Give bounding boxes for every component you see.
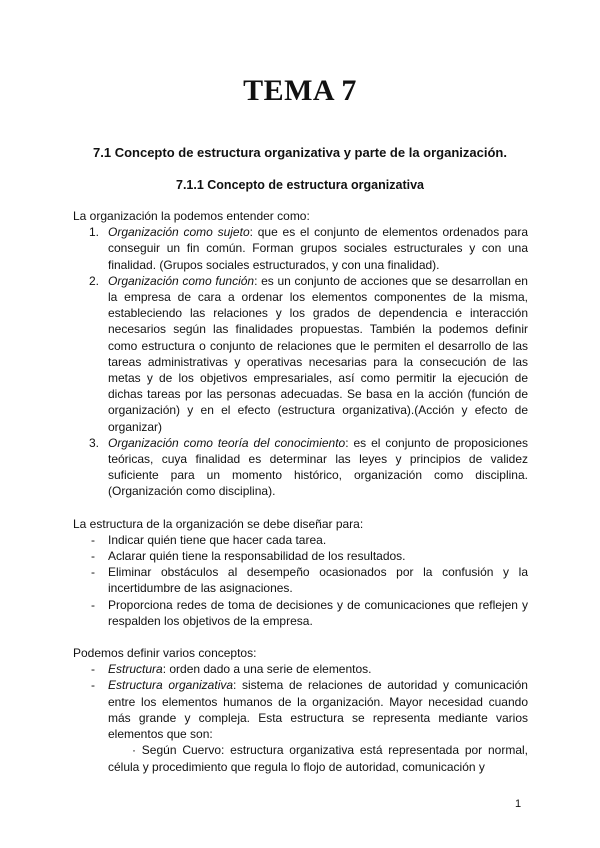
list-marker: - xyxy=(91,678,95,693)
list-item xyxy=(73,273,528,435)
structure-paragraph: La estructura de la organización se debe diseñar para: xyxy=(73,516,364,531)
list-item xyxy=(73,224,528,273)
list-marker: - xyxy=(91,662,95,677)
list-term: Organización como sujeto xyxy=(108,225,250,240)
list-text: Proporciona redes de toma de decisiones y de comunicaciones que reflejen y respalden los objetivos de la empresa. xyxy=(108,597,528,628)
document-body xyxy=(73,208,528,775)
list-item xyxy=(73,677,528,742)
list-text: Eliminar obstáculos al desempeño ocasionados por la confusión y la incertidumbre de las asignaciones. xyxy=(108,565,528,596)
list-item xyxy=(73,661,528,677)
sub-item: · Según Cuervo: estructura organizativa está representada por normal, célula y procedimiento que regula lo flojo de autoridad, comunicación y xyxy=(108,743,528,774)
list-term: Organización como teoría del conocimiento xyxy=(108,435,346,450)
list-text: : es un conjunto de acciones que se desarrollan en la empresa de cara a ordenar los elementos componentes de la misma, estableciendo las relaciones y los grados de dependencia e interacción necesarios según las finalidades propuestas. También la podemos definir como estructura o conjunto de relaciones que le permiten el desarrollo de las tareas administrativas y operativas necesarias para la consecución de las metas y de los objetivos empresariales, así como permitir la ejecución de dichas tareas por las personas adecuadas. Se basa en la acción (función de organización) y en el efecto (estructura organizativa).(Acción y efecto de organizar) xyxy=(108,273,528,434)
list-marker: - xyxy=(91,597,95,612)
list-term: Organización como función xyxy=(108,273,255,288)
page-number: 1 xyxy=(515,798,522,810)
list-text: : que es el conjunto de elementos ordenados para conseguir un fin común. Forman grupos sociales estructurales y con una finalidad. (Grupos sociales estructurados, y con una finalidad). xyxy=(108,225,528,272)
list-marker: 2. xyxy=(89,273,100,288)
list-item xyxy=(73,564,528,596)
list-text: : sistema de relaciones de autoridad y comunicación entre los elementos humanos de la organización. Mayor necesidad cuando más grande y compleja. Esta estructura se representa mediante varios elementos que son: xyxy=(108,678,528,742)
section-heading: 7.1 Concepto de estructura organizativa y parte de la organización. xyxy=(93,145,507,160)
organization-list xyxy=(73,224,528,499)
list-marker: - xyxy=(91,532,95,547)
list-text: : orden dado a una serie de elementos. xyxy=(162,662,372,677)
list-item xyxy=(73,548,528,564)
concepts-paragraph: Podemos definir varios conceptos: xyxy=(73,646,257,661)
list-term: Estructura xyxy=(108,662,163,677)
list-text: : es el conjunto de proposiciones teóricas, cuya finalidad es determinar las leyes y principios de validez suficiente para un momento histórico, organización como disciplina. (Organización como disciplina). xyxy=(108,435,528,499)
list-text: Indicar quién tiene que hacer cada tarea. xyxy=(108,532,327,547)
list-text: Aclarar quién tiene la responsabilidad de los resultados. xyxy=(108,549,406,564)
list-item xyxy=(73,597,528,629)
subsection-heading: 7.1.1 Concepto de estructura organizativa xyxy=(176,178,424,192)
list-marker: - xyxy=(91,565,95,580)
list-item xyxy=(73,435,528,500)
intro-paragraph: La organización la podemos entender como: xyxy=(73,209,310,223)
list-marker: 1. xyxy=(89,225,100,240)
list-term: Estructura organizativa xyxy=(108,678,234,693)
structure-list xyxy=(73,532,528,629)
list-marker: - xyxy=(91,549,95,564)
list-marker: 3. xyxy=(89,435,100,450)
concepts-list xyxy=(73,661,528,774)
list-item xyxy=(73,532,528,548)
page-title: TEMA 7 xyxy=(243,74,357,107)
